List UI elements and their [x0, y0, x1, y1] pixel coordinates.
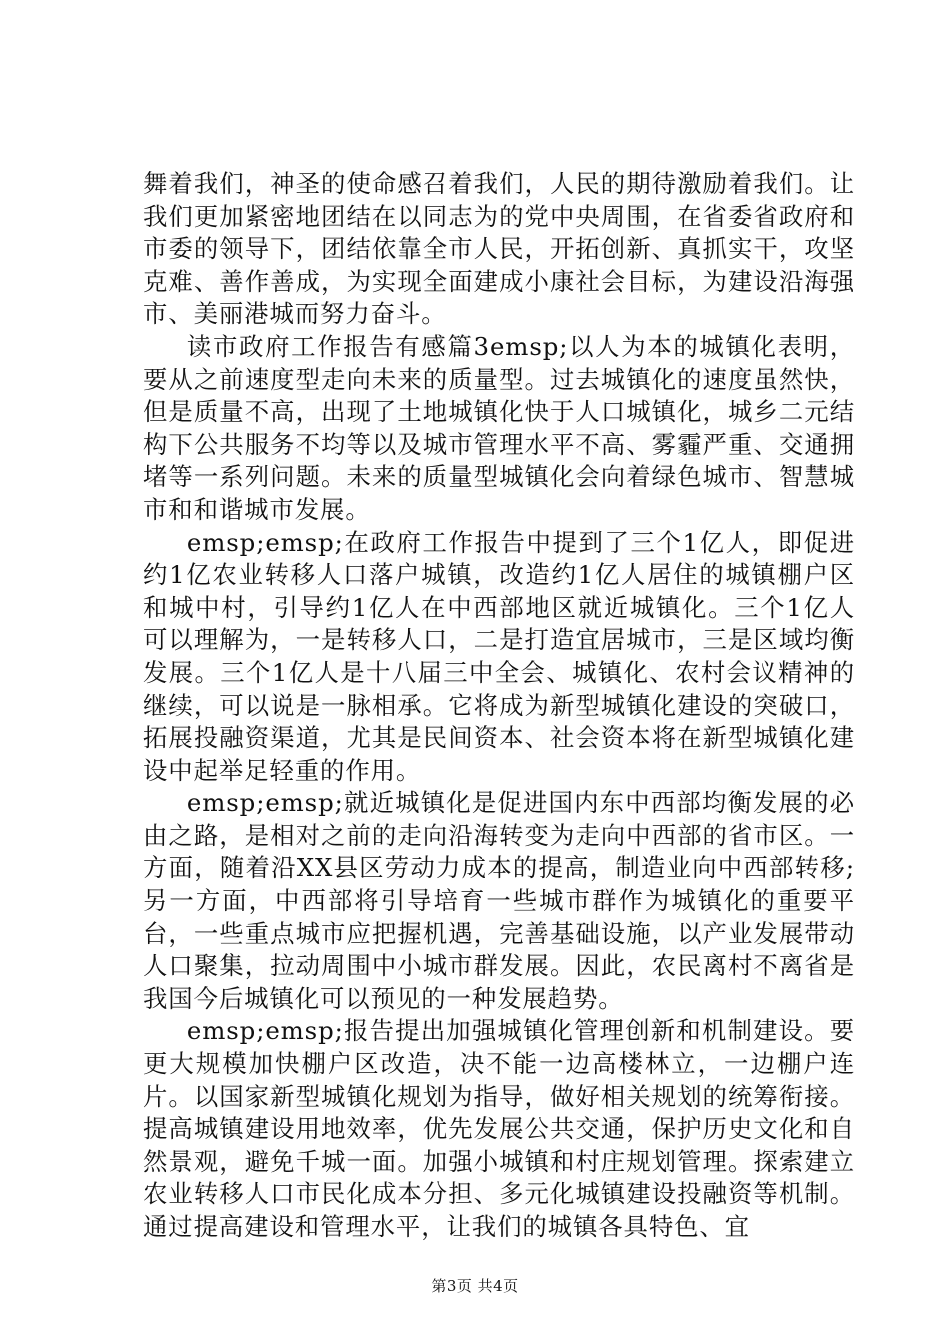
paragraph-3: emsp;emsp;在政府工作报告中提到了三个1亿人，即促进约1亿农业转移人口落户城镇，改造约1亿人居住的城镇棚户区和城中村，引导约1亿人在中西部地区就近城镇化。三个1亿人可以理解为，一是转移人口，二是打造宜居城市，三是区域均衡发展。三个1亿人是十八届三中全会、城镇化、农村会议精神的继续，可以说是一脉相承。它将成为新型城镇化建设的突破口，拓展投融资渠道，尤其是民间资本、社会资本将在新型城镇化建设中起举足轻重的作用。 — [143, 527, 855, 785]
document-body — [143, 168, 855, 1244]
paragraph-1: 舞着我们，神圣的使命感召着我们，人民的期待激励着我们。让我们更加紧密地团结在以同志为的党中央周围，在省委省政府和市委的领导下，团结依靠全市人民，开拓创新、真抓实干，攻坚克难、善作善成，为实现全面建成小康社会目标，为建设沿海强市、美丽港城而努力奋斗。 — [143, 169, 855, 329]
paragraph-2: 读市政府工作报告有感篇3emsp;以人为本的城镇化表明，要从之前速度型走向未来的质量型。过去城镇化的速度虽然快，但是质量不高，出现了土地城镇化快于人口城镇化，城乡二元结构下公共服务不均等以及城市管理水平不高、雾霾严重、交通拥堵等一系列问题。未来的质量型城镇化会向着绿色城市、智慧城市和和谐城市发展。 — [143, 331, 855, 524]
paragraph-4: emsp;emsp;就近城镇化是促进国内东中西部均衡发展的必由之路，是相对之前的走向沿海转变为走向中西部的省市区。一方面，随着沿XX县区劳动力成本的提高，制造业向中西部转移;另一方面，中西部将引导培育一些城市群作为城镇化的重要平台，一些重点城市应把握机遇，完善基础设施，以产业发展带动人口聚集，拉动周围中小城市群发展。因此，农民离村不离省是我国今后城镇化可以预见的一种发展趋势。 — [143, 788, 855, 1013]
page-number-footer: 第3页 共4页 — [431, 1277, 519, 1295]
paragraph-5: emsp;emsp;报告提出加强城镇化管理创新和机制建设。要更大规模加快棚户区改造，决不能一边高楼林立，一边棚户连片。以国家新型城镇化规划为指导，做好相关规划的统筹衔接。提高城镇建设用地效率，优先发展公共交通，保护历史文化和自然景观，避免千城一面。加强小城镇和村庄规划管理。探索建立农业转移人口市民化成本分担、多元化城镇建设投融资等机制。通过提高建设和管理水平，让我们的城镇各具特色、宜 — [143, 1016, 855, 1241]
